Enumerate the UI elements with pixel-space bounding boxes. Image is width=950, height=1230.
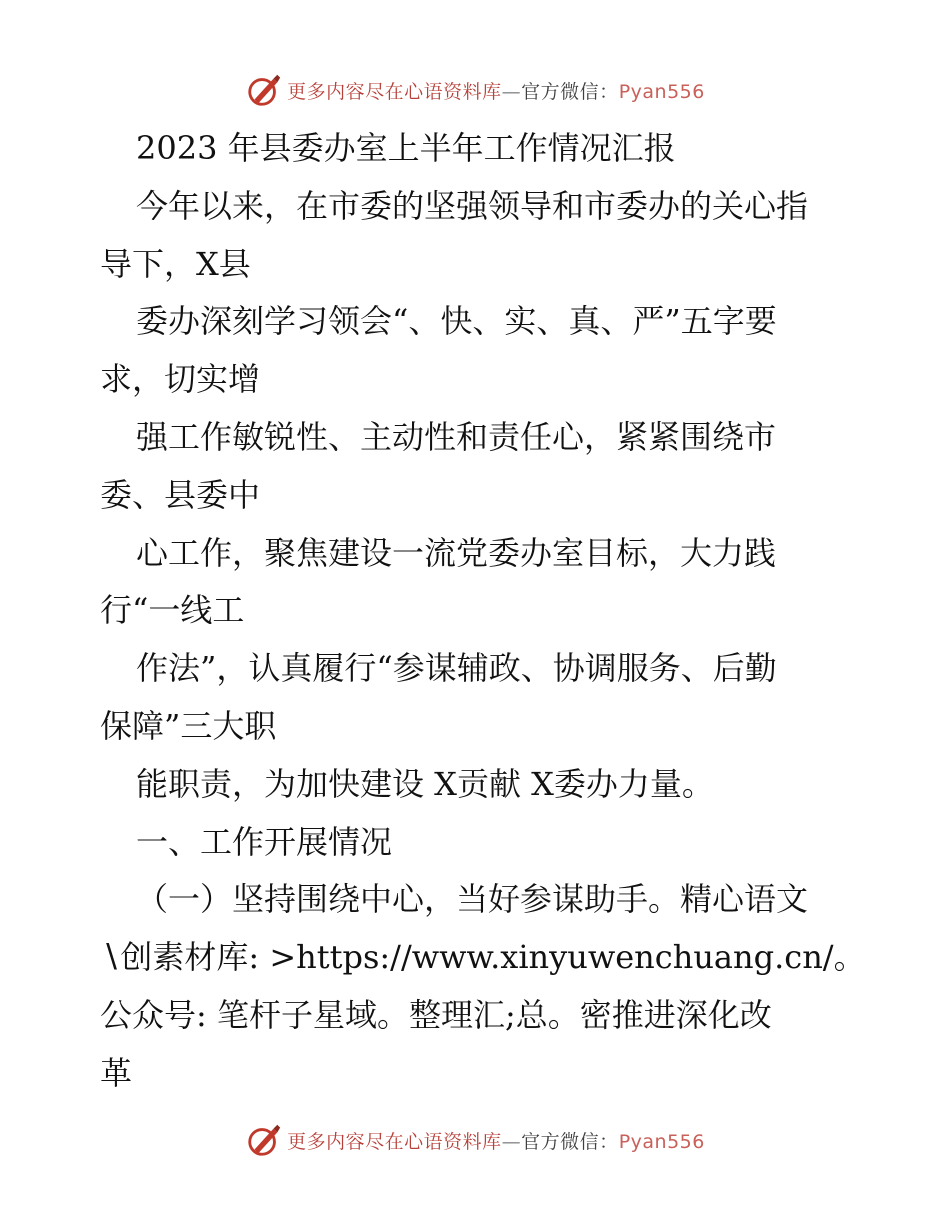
watermark-wechat-label: 官方微信： <box>521 1130 619 1153</box>
watermark-text <box>287 77 705 104</box>
document-line: 委办深刻学习领会“、快、实、真、严”五字要 <box>136 302 777 341</box>
watermark-wechat-label: 官方微信： <box>521 80 619 103</box>
document-line: 2023 年县委办室上半年工作情况汇报 <box>136 129 676 167</box>
watermark-dash: — <box>501 1130 522 1153</box>
document-line: 革 <box>100 1053 133 1092</box>
document-line: 作法”，认真履行“参谋辅政、协调服务、后勤 <box>136 649 777 688</box>
document-line: 求，切实增 <box>100 360 261 399</box>
footer-watermark <box>0 1118 950 1162</box>
document-line: （一）坚持围绕中心，当好参谋助手。精心语文 <box>136 880 809 919</box>
watermark-text <box>287 1127 705 1154</box>
document-line: 公众号: 笔杆子星域。整理汇;总。密推进深化改 <box>100 995 772 1034</box>
document-line: 一、工作开展情况 <box>136 822 393 861</box>
watermark-brand: 更多内容尽在心语资料库 <box>287 1130 502 1153</box>
document-line: 今年以来，在市委的坚强领导和市委办的关心指 <box>136 186 809 225</box>
document-line: 能职责，为加快建设 X贡献 X委办力量。 <box>136 764 714 803</box>
document-line: 保障”三大职 <box>100 706 277 745</box>
document-line: 强工作敏锐性、主动性和责任心，紧紧围绕市 <box>136 417 777 456</box>
pen-logo-icon <box>245 71 283 109</box>
document-line: 委、县委中 <box>100 475 261 514</box>
document-line: 导下，X县 <box>100 244 251 283</box>
header-watermark <box>0 68 950 112</box>
watermark-wechat-id: Pyan556 <box>618 80 705 103</box>
document-body <box>100 120 866 1103</box>
pen-logo-icon <box>245 1121 283 1159</box>
watermark-wechat-id: Pyan556 <box>618 1130 705 1153</box>
watermark-brand: 更多内容尽在心语资料库 <box>287 80 502 103</box>
watermark-dash: — <box>501 80 522 103</box>
document-line: 行“一线工 <box>100 591 245 630</box>
document-line: 心工作，聚焦建设一流党委办室目标，大力践 <box>136 533 777 572</box>
document-line: ∖创素材库: >https://www.xinyuwenchuang.cn/。 <box>100 938 866 977</box>
